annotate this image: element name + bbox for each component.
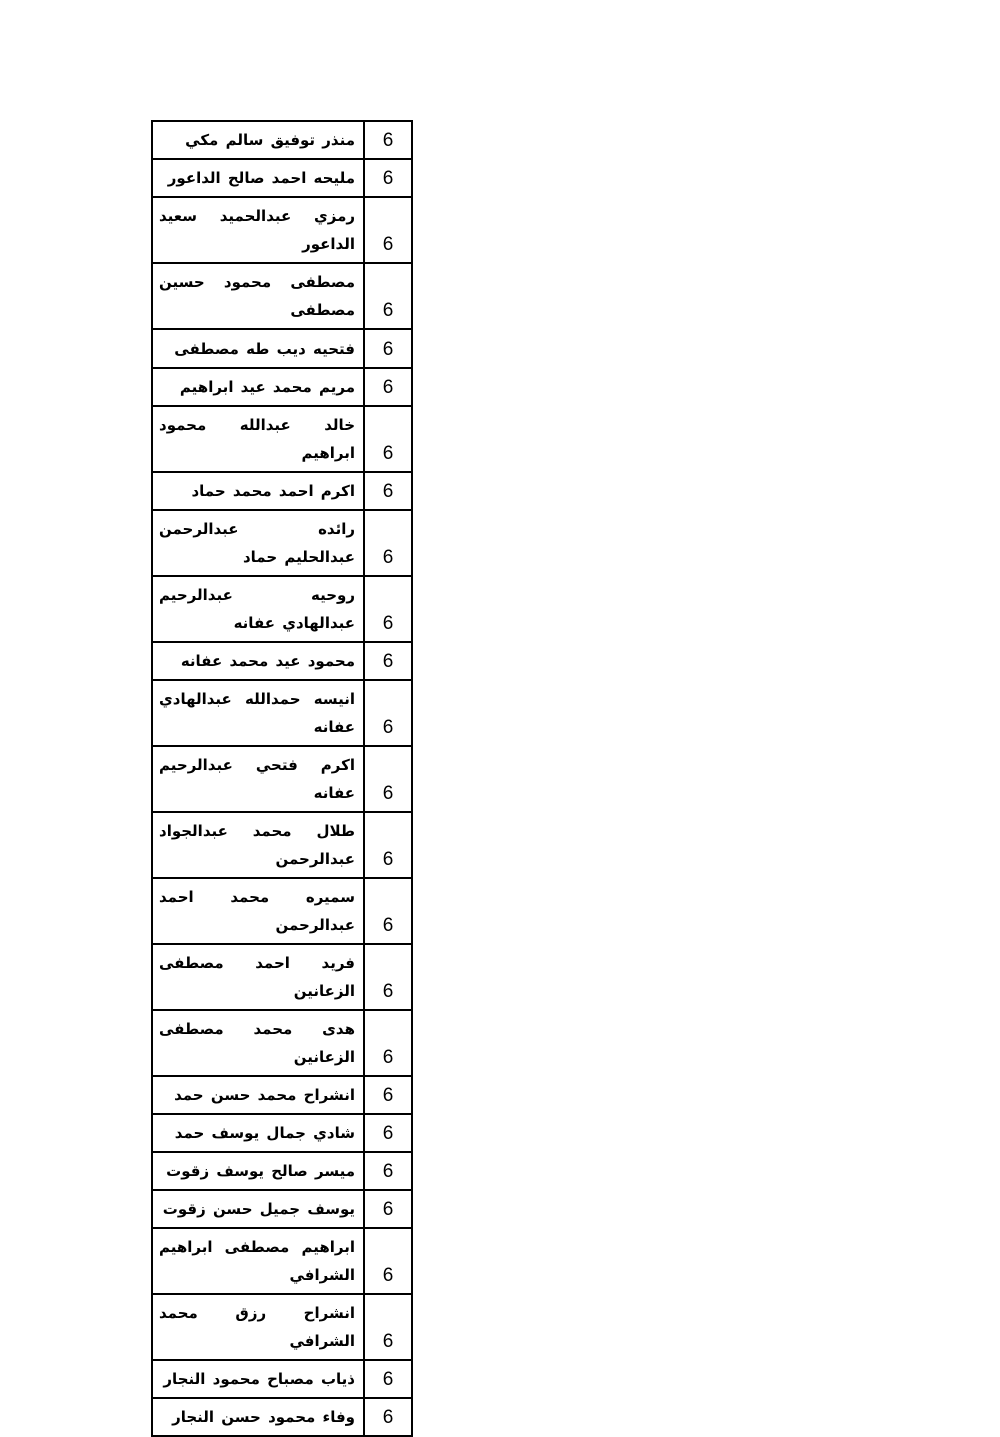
- grade-cell: 6: [364, 121, 412, 159]
- names-table-body: [152, 121, 412, 1436]
- grade-cell: 6: [364, 329, 412, 368]
- grade-cell: 6: [364, 263, 412, 329]
- grade-cell: 6: [364, 510, 412, 576]
- name-cell: اكرم فتحي عبدالرحيم عفانه: [152, 746, 364, 812]
- name-cell: فتحيه ديب طه مصطفى: [152, 329, 364, 368]
- table-row: [152, 159, 412, 197]
- name-cell: ميسر صالح يوسف زقوت: [152, 1152, 364, 1190]
- grade-cell: 6: [364, 642, 412, 680]
- grade-cell: 6: [364, 1228, 412, 1294]
- table-row: [152, 746, 412, 812]
- name-cell: محمود عيد محمد عفانه: [152, 642, 364, 680]
- name-cell: سميره محمد احمد عبدالرحمن: [152, 878, 364, 944]
- name-cell: خالد عبدالله محمود ابراهيم: [152, 406, 364, 472]
- name-cell: منذر توفيق سالم مكي: [152, 121, 364, 159]
- name-cell: ابراهيم مصطفى ابراهيم الشرافي: [152, 1228, 364, 1294]
- table-row: [152, 263, 412, 329]
- name-cell: مصطفى محمود حسين مصطفى: [152, 263, 364, 329]
- grade-cell: 6: [364, 472, 412, 510]
- name-cell: طلال محمد عبدالجواد عبدالرحمن: [152, 812, 364, 878]
- name-cell: انيسه حمدالله عبدالهادي عفانه: [152, 680, 364, 746]
- grade-cell: 6: [364, 1398, 412, 1436]
- table-row: [152, 1010, 412, 1076]
- table-row: [152, 812, 412, 878]
- name-cell: انشراح رزق محمد الشرافي: [152, 1294, 364, 1360]
- grade-cell: 6: [364, 1076, 412, 1114]
- table-row: [152, 472, 412, 510]
- table-row: [152, 510, 412, 576]
- name-cell: رائده عبدالرحمن عبدالحليم حماد: [152, 510, 364, 576]
- name-cell: روحيه عبدالرحيم عبدالهادي عفانه: [152, 576, 364, 642]
- grade-cell: 6: [364, 1190, 412, 1228]
- names-table: [151, 120, 413, 1437]
- table-row: [152, 680, 412, 746]
- name-cell: مريم محمد عيد ابراهيم: [152, 368, 364, 406]
- grade-cell: 6: [364, 1010, 412, 1076]
- table-row: [152, 576, 412, 642]
- grade-cell: 6: [364, 1360, 412, 1398]
- name-cell: انشراح محمد حسن حمد: [152, 1076, 364, 1114]
- name-cell: فريد احمد مصطفى الزعانين: [152, 944, 364, 1010]
- grade-cell: 6: [364, 197, 412, 263]
- name-cell: مليحه احمد صالح الداعور: [152, 159, 364, 197]
- grade-cell: 6: [364, 944, 412, 1010]
- name-cell: وفاء محمود حسن النجار: [152, 1398, 364, 1436]
- grade-cell: 6: [364, 1114, 412, 1152]
- grade-cell: 6: [364, 812, 412, 878]
- name-cell: اكرم احمد محمد حماد: [152, 472, 364, 510]
- table-row: [152, 642, 412, 680]
- table-row: [152, 1076, 412, 1114]
- name-cell: شادي جمال يوسف حمد: [152, 1114, 364, 1152]
- table-row: [152, 1294, 412, 1360]
- table-row: [152, 1398, 412, 1436]
- grade-cell: 6: [364, 576, 412, 642]
- table-row: [152, 406, 412, 472]
- grade-cell: 6: [364, 878, 412, 944]
- table-row: [152, 1152, 412, 1190]
- grade-cell: 6: [364, 159, 412, 197]
- name-cell: يوسف جميل حسن زقوت: [152, 1190, 364, 1228]
- name-cell: هدى محمد مصطفى الزعانين: [152, 1010, 364, 1076]
- table-row: [152, 329, 412, 368]
- name-cell: ذياب مصباح محمود النجار: [152, 1360, 364, 1398]
- table-row: [152, 1228, 412, 1294]
- table-row: [152, 197, 412, 263]
- table-row: [152, 944, 412, 1010]
- table-row: [152, 368, 412, 406]
- table-row: [152, 1114, 412, 1152]
- grade-cell: 6: [364, 368, 412, 406]
- table-row: [152, 121, 412, 159]
- grade-cell: 6: [364, 1294, 412, 1360]
- grade-cell: 6: [364, 1152, 412, 1190]
- table-row: [152, 1190, 412, 1228]
- table-row: [152, 878, 412, 944]
- grade-cell: 6: [364, 680, 412, 746]
- table-row: [152, 1360, 412, 1398]
- grade-cell: 6: [364, 406, 412, 472]
- grade-cell: 6: [364, 746, 412, 812]
- name-cell: رمزي عبدالحميد سعيد الداعور: [152, 197, 364, 263]
- names-table-container: [151, 120, 413, 1437]
